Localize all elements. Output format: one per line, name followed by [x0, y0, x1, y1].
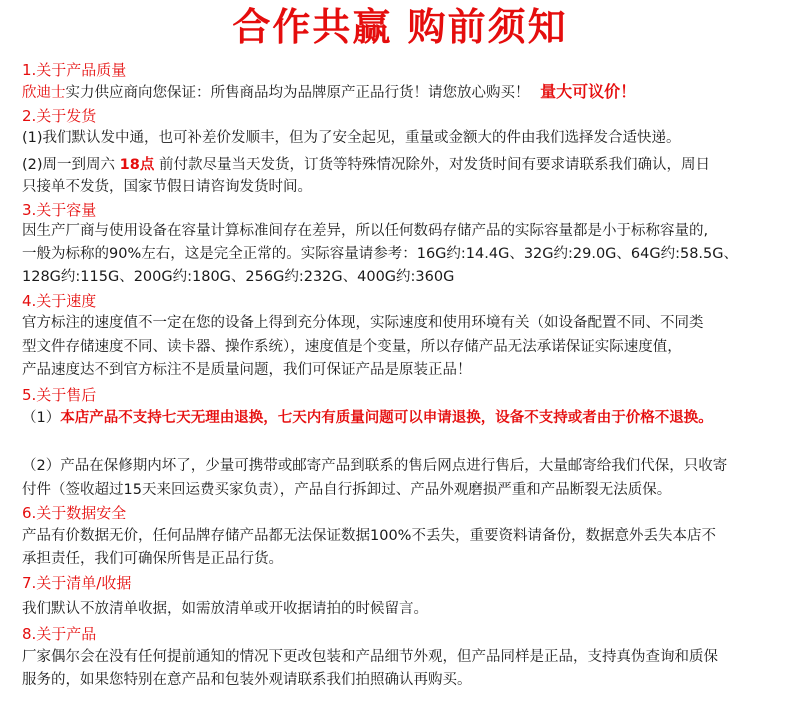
- section-speed-heading: 4.关于速度: [22, 292, 97, 310]
- page-title: 合作共赢 购前须知: [232, 5, 568, 49]
- section-aftersales-heading: 5.关于售后: [22, 386, 97, 404]
- capacity-line-2: 一般为标称的90%左右，这是完全正常的。实际容量请参考：16G约:14.4G、32G约:29.0G、64G约:58.5G、: [22, 246, 739, 262]
- shipping-line-2: [22, 155, 710, 175]
- section-receipt-heading: 7.关于清单/收据: [22, 574, 132, 592]
- section-capacity-heading: 3.关于容量: [22, 201, 97, 219]
- brand-name: 欣迪士: [22, 85, 66, 101]
- aftersales-line-1: [22, 408, 713, 428]
- capacity-line-1: 因生产厂商与使用设备在容量计算标准间存在差异，所以任何数码存储产品的实际容量都是小于标称容量的,: [22, 223, 709, 239]
- bulk-price-highlight: 量大可议价！: [540, 82, 637, 101]
- section-quality-heading: 1.关于产品质量: [22, 61, 127, 79]
- data-safety-line-2: 承担责任，我们可确保所售是正品行货。: [22, 551, 283, 567]
- speed-line-1: 官方标注的速度值不一定在您的设备上得到充分体现，实际速度和使用环境有关（如设备配置不同、不同类: [22, 315, 704, 331]
- section-quality-line: [22, 82, 636, 103]
- shipping-line-1: (1)我们默认发中通，也可补差价发顺丰，但为了安全起见，重量或金额大的件由我们选择发合适快递。: [22, 130, 681, 146]
- aftersales-index-1: （1）: [22, 410, 61, 426]
- aftersales-line-3: 付件（签收超过15天来回运费买家负责），产品自行拆卸过、产品外观磨损严重和产品断裂无法质保。: [22, 482, 672, 498]
- product-line-2: 服务的，如果您特别在意产品和包装外观请联系我们拍照确认再购买。: [22, 672, 472, 688]
- section-product-heading: 8.关于产品: [22, 625, 97, 643]
- data-safety-line-1: 产品有价数据无价，任何品牌存储产品都无法保证数据100%不丢失，重要资料请备份，数据意外丢失本店不: [22, 528, 716, 544]
- shipping-text-b: 前付款尽量当天发货，订货等特殊情况除外，对发货时间有要求请联系我们确认，周日: [158, 157, 710, 173]
- return-policy-highlight: 本店产品不支持七天无理由退换，七天内有质量问题可以申请退换，设备不支持或者由于价格不退换。: [60, 410, 713, 426]
- section-data-safety-heading: 6.关于数据安全: [22, 504, 127, 522]
- aftersales-line-2: （2）产品在保修期内坏了，少量可携带或邮寄产品到联系的售后网点进行售后，大量邮寄给我们代保，只收寄: [22, 458, 728, 474]
- product-line-1: 厂家偶尔会在没有任何提前通知的情况下更改包装和产品细节外观，但产品同样是正品，支持真伪查询和质保: [22, 649, 718, 665]
- quality-text: 实力供应商向您保证：所售商品均为品牌原产正品行货！请您放心购买！: [65, 85, 530, 101]
- shipping-line-3: 只接单不发货，国家节假日请咨询发货时间。: [22, 179, 312, 195]
- speed-line-2: 型文件存储速度不同、读卡器、操作系统），速度值是个变量，所以存储产品无法承诺保证实际速度值，: [22, 339, 682, 355]
- receipt-line-1: 我们默认不放清单收据，如需放清单或开收据请拍的时候留言。: [22, 601, 428, 617]
- shipping-text-a: (2)周一到周六: [22, 157, 116, 173]
- capacity-line-3: 128G约:115G、200G约:180G、256G约:232G、400G约:360G: [22, 269, 455, 285]
- speed-line-3: 产品速度达不到官方标注不是质量问题，我们可保证产品是原装正品！: [22, 362, 472, 378]
- cutoff-time: 18点: [119, 157, 155, 173]
- section-shipping-heading: 2.关于发货: [22, 107, 97, 125]
